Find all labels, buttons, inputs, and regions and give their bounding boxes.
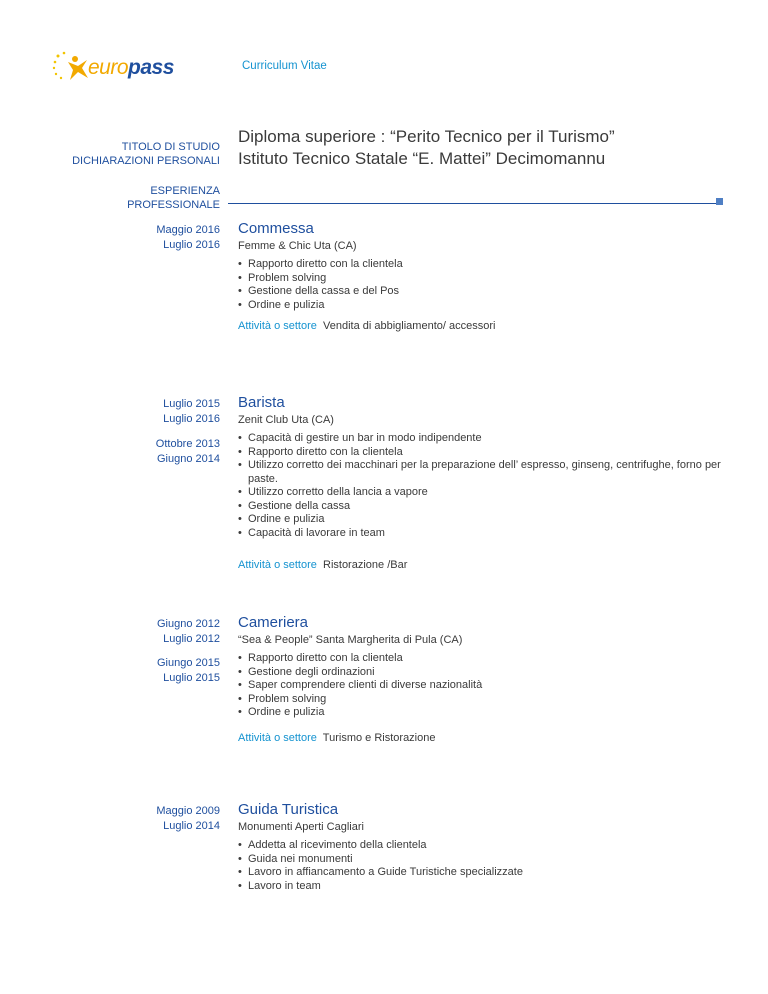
list-item: • Ordine e pulizia — [238, 513, 728, 527]
date-to: Luglio 2012 — [163, 633, 220, 645]
document-title: Curriculum Vitae — [242, 60, 327, 72]
job-employer: “Sea & People” Santa Margherita di Pula (CA) — [238, 634, 463, 646]
date-to: Luglio 2015 — [163, 672, 220, 684]
list-item: • Guida nei monumenti — [238, 853, 728, 867]
list-item: • Utilizzo corretto dei macchinari per la preparazione dell’ espresso, ginseng, centrifughe, forno per paste. — [238, 459, 728, 486]
job-title: Commessa — [238, 220, 314, 237]
list-item: • Gestione degli ordinazioni — [238, 666, 728, 680]
job-dates — [50, 397, 220, 427]
list-item: • Lavoro in team — [238, 880, 728, 894]
date-from: Luglio 2015 — [163, 398, 220, 410]
education-label-line2: DICHIARAZIONI PERSONALI — [72, 155, 220, 167]
section-divider — [228, 203, 718, 204]
job-employer: Zenit Club Uta (CA) — [238, 414, 334, 426]
europass-star-figure-icon — [52, 50, 92, 84]
list-item: • Saper comprendere clienti di diverse nazionalità — [238, 679, 728, 693]
europass-logo — [52, 50, 174, 84]
job-duties-list — [238, 839, 728, 893]
sector-value: Turismo e Ristorazione — [322, 732, 436, 744]
job-dates — [50, 617, 220, 647]
date-from: Ottobre 2013 — [155, 438, 220, 450]
list-item: • Capacità di lavorare in team — [238, 527, 728, 541]
list-item: • Ordine e pulizia — [238, 299, 728, 313]
date-to: Giugno 2014 — [157, 453, 220, 465]
job-dates-secondary — [50, 656, 220, 686]
job-duties-list — [238, 652, 728, 720]
list-item: • Rapporto diretto con la clientela — [238, 446, 728, 460]
job-dates-secondary — [50, 437, 220, 467]
sector-value: Ristorazione /Bar — [323, 559, 408, 571]
education-label — [50, 140, 220, 168]
job-employer: Monumenti Aperti Cagliari — [238, 821, 364, 833]
list-item: • Capacità di gestire un bar in modo indipendente — [238, 432, 728, 446]
job-sector — [238, 559, 407, 571]
job-title: Cameriera — [238, 614, 309, 631]
list-item: • Problem solving — [238, 272, 728, 286]
list-item: • Rapporto diretto con la clientela — [238, 258, 728, 272]
list-item: • Utilizzo corretto della lancia a vapore — [238, 486, 728, 500]
list-item: • Addetta al ricevimento della clientela — [238, 839, 728, 853]
date-from: Giungo 2015 — [157, 657, 220, 669]
date-to: Luglio 2016 — [163, 239, 220, 251]
list-item: • Ordine e pulizia — [238, 706, 728, 720]
date-from: Giugno 2012 — [157, 618, 220, 630]
sector-label: Attività o settore — [238, 732, 317, 744]
date-from: Maggio 2016 — [156, 224, 220, 236]
job-employer: Femme & Chic Uta (CA) — [238, 240, 357, 252]
experience-label-line2: PROFESSIONALE — [127, 199, 220, 211]
list-item: • Gestione della cassa e del Pos — [238, 285, 728, 299]
job-sector — [238, 732, 435, 744]
education-label-line1: TITOLO DI STUDIO — [121, 141, 220, 153]
date-to: Luglio 2014 — [163, 820, 220, 832]
sector-label: Attività o settore — [238, 559, 317, 571]
list-item: • Gestione della cassa — [238, 500, 728, 514]
date-to: Luglio 2016 — [163, 413, 220, 425]
sector-value: Vendita di abbigliamento/ accessori — [323, 320, 496, 332]
job-duties-list — [238, 432, 728, 540]
date-from: Maggio 2009 — [156, 805, 220, 817]
sector-label: Attività o settore — [238, 320, 317, 332]
job-duties-list — [238, 258, 728, 312]
job-dates — [50, 804, 220, 834]
education-diploma: Diploma superiore : “Perito Tecnico per il Turismo” — [238, 127, 615, 146]
education-school: Istituto Tecnico Statale “E. Mattei” Decimomannu — [238, 149, 606, 168]
list-item: • Rapporto diretto con la clientela — [238, 652, 728, 666]
logo-pass-text: pass — [128, 56, 174, 79]
experience-label-line1: ESPERIENZA — [150, 185, 220, 197]
job-sector — [238, 320, 495, 332]
section-divider-square — [716, 198, 723, 205]
job-dates — [50, 223, 220, 253]
list-item: • Problem solving — [238, 693, 728, 707]
job-title: Guida Turistica — [238, 801, 339, 818]
list-item: • Lavoro in affiancamento a Guide Turistiche specializzate — [238, 866, 728, 880]
job-title: Barista — [238, 394, 285, 411]
logo-euro-text: euro — [88, 56, 129, 79]
experience-label — [50, 184, 220, 212]
